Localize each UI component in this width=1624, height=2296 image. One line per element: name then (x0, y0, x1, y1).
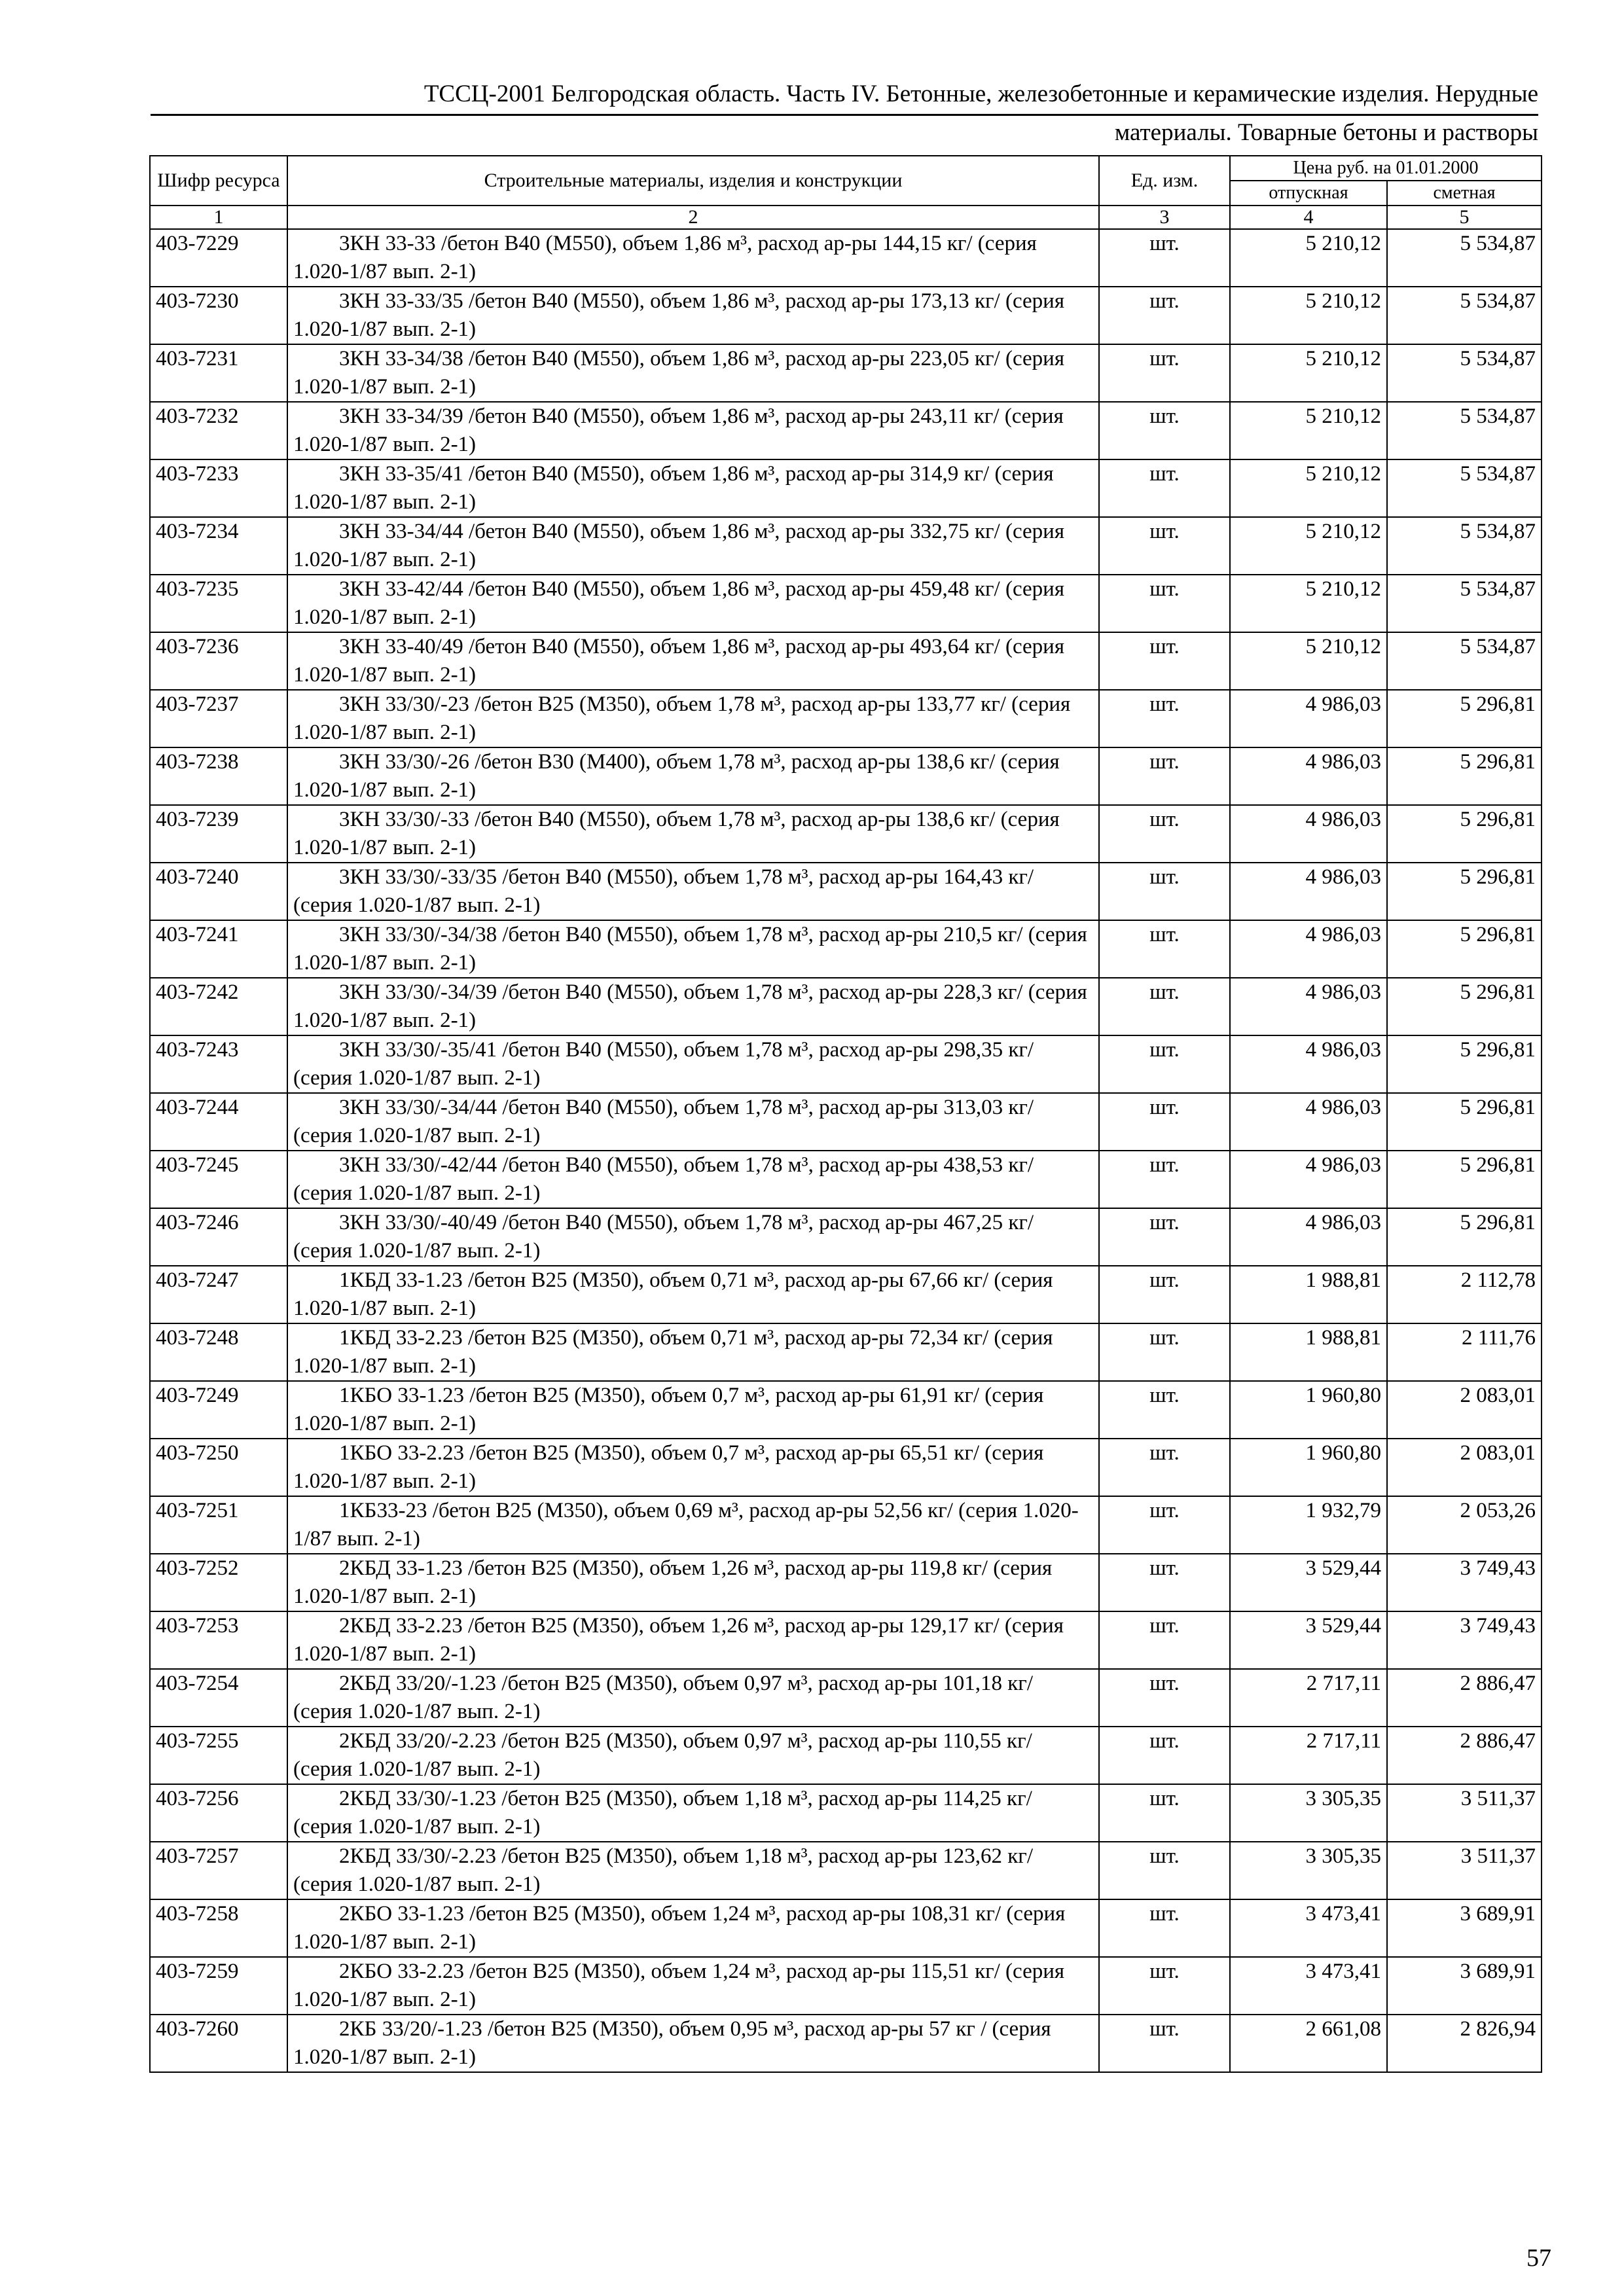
resource-code-cell: 403-7246 (150, 1208, 287, 1266)
unit-cell: шт. (1099, 747, 1230, 805)
estimate-price-cell: 5 534,87 (1387, 287, 1542, 344)
release-price-cell: 4 986,03 (1230, 1093, 1387, 1151)
table-row (150, 1323, 1542, 1381)
release-price-cell: 5 210,12 (1230, 575, 1387, 632)
unit-cell: шт. (1099, 1093, 1230, 1151)
unit-cell: шт. (1099, 805, 1230, 863)
resource-code-cell: 403-7258 (150, 1899, 287, 1957)
table-row (150, 747, 1542, 805)
table-row (150, 1611, 1542, 1669)
estimate-price-cell: 5 296,81 (1387, 1093, 1542, 1151)
unit-cell: шт. (1099, 632, 1230, 690)
estimate-price-cell: 2 886,47 (1387, 1669, 1542, 1727)
release-price-cell: 3 305,35 (1230, 1784, 1387, 1842)
estimate-price-cell: 5 534,87 (1387, 632, 1542, 690)
estimate-price-cell: 5 296,81 (1387, 978, 1542, 1035)
description-cell: 3КН 33-34/44 /бетон В40 (М550), объем 1,86 м³, расход ар-ры 332,75 кг/ (серия 1.020-1/87 вып. 2-1) (287, 517, 1099, 575)
resource-code-cell: 403-7247 (150, 1266, 287, 1323)
release-price-cell: 5 210,12 (1230, 402, 1387, 459)
table-row (150, 1266, 1542, 1323)
estimate-price-cell: 5 534,87 (1387, 344, 1542, 402)
table-row (150, 1381, 1542, 1439)
unit-cell: шт. (1099, 1323, 1230, 1381)
resource-code-cell: 403-7253 (150, 1611, 287, 1669)
estimate-price-cell: 2 112,78 (1387, 1266, 1542, 1323)
estimate-price-cell: 5 296,81 (1387, 1151, 1542, 1208)
description-cell: 3КН 33-34/38 /бетон В40 (М550), объем 1,86 м³, расход ар-ры 223,05 кг/ (серия 1.020-1/87 вып. 2-1) (287, 344, 1099, 402)
description-cell: 3КН 33-40/49 /бетон В40 (М550), объем 1,86 м³, расход ар-ры 493,64 кг/ (серия 1.020-1/87 вып. 2-1) (287, 632, 1099, 690)
unit-cell: шт. (1099, 1496, 1230, 1554)
table-row (150, 1957, 1542, 2015)
table-row (150, 1842, 1542, 1899)
estimate-price-cell: 2 826,94 (1387, 2015, 1542, 2072)
table-row (150, 1496, 1542, 1554)
table-row (150, 1439, 1542, 1496)
page-header (151, 77, 1538, 150)
table-row (150, 517, 1542, 575)
description-cell: 3КН 33/30/-33/35 /бетон В40 (М550), объем 1,78 м³, расход ар-ры 164,43 кг/ (серия 1.020-1/87 вып. 2-1) (287, 863, 1099, 920)
column-header-price: Цена руб. на 01.01.2000 (1230, 156, 1542, 181)
resource-code-cell: 403-7251 (150, 1496, 287, 1554)
unit-cell: шт. (1099, 575, 1230, 632)
release-price-cell: 5 210,12 (1230, 459, 1387, 517)
release-price-cell: 4 986,03 (1230, 863, 1387, 920)
resource-code-cell: 403-7238 (150, 747, 287, 805)
release-price-cell: 1 960,80 (1230, 1381, 1387, 1439)
description-cell: 3КН 33-33/35 /бетон В40 (М550), объем 1,86 м³, расход ар-ры 173,13 кг/ (серия 1.020-1/87 вып. 2-1) (287, 287, 1099, 344)
estimate-price-cell: 5 534,87 (1387, 459, 1542, 517)
table-row (150, 229, 1542, 287)
release-price-cell: 4 986,03 (1230, 1208, 1387, 1266)
table-row (150, 1035, 1542, 1093)
table-row (150, 978, 1542, 1035)
resource-code-cell: 403-7249 (150, 1381, 287, 1439)
estimate-price-cell: 5 534,87 (1387, 402, 1542, 459)
unit-cell: шт. (1099, 2015, 1230, 2072)
table-row (150, 1554, 1542, 1611)
unit-cell: шт. (1099, 920, 1230, 978)
unit-cell: шт. (1099, 1957, 1230, 2015)
unit-cell: шт. (1099, 344, 1230, 402)
table-row (150, 1669, 1542, 1727)
table-row (150, 920, 1542, 978)
description-cell: 3КН 33/30/-26 /бетон В30 (М400), объем 1,78 м³, расход ар-ры 138,6 кг/ (серия 1.020-1/87 вып. 2-1) (287, 747, 1099, 805)
unit-cell: шт. (1099, 1784, 1230, 1842)
release-price-cell: 3 305,35 (1230, 1842, 1387, 1899)
release-price-cell: 3 529,44 (1230, 1554, 1387, 1611)
table-row (150, 344, 1542, 402)
estimate-price-cell: 5 296,81 (1387, 920, 1542, 978)
table-body (150, 229, 1542, 2072)
table-row (150, 575, 1542, 632)
table-row (150, 1784, 1542, 1842)
description-cell: 3КН 33/30/-42/44 /бетон В40 (М550), объем 1,78 м³, расход ар-ры 438,53 кг/ (серия 1.020-1/87 вып. 2-1) (287, 1151, 1099, 1208)
estimate-price-cell: 5 534,87 (1387, 517, 1542, 575)
resource-code-cell: 403-7230 (150, 287, 287, 344)
description-cell: 2КБД 33-2.23 /бетон В25 (М350), объем 1,26 м³, расход ар-ры 129,17 кг/ (серия 1.020-1/87 вып. 2-1) (287, 1611, 1099, 1669)
table-row (150, 805, 1542, 863)
column-number: 4 (1230, 206, 1387, 229)
unit-cell: шт. (1099, 1842, 1230, 1899)
estimate-price-cell: 3 511,37 (1387, 1784, 1542, 1842)
resource-code-cell: 403-7260 (150, 2015, 287, 2072)
description-cell: 2КБО 33-1.23 /бетон В25 (М350), объем 1,24 м³, расход ар-ры 108,31 кг/ (серия 1.020-1/87 вып. 2-1) (287, 1899, 1099, 1957)
estimate-price-cell: 2 083,01 (1387, 1381, 1542, 1439)
resource-code-cell: 403-7235 (150, 575, 287, 632)
release-price-cell: 5 210,12 (1230, 517, 1387, 575)
resource-code-cell: 403-7256 (150, 1784, 287, 1842)
unit-cell: шт. (1099, 1381, 1230, 1439)
table-row (150, 1151, 1542, 1208)
unit-cell: шт. (1099, 517, 1230, 575)
unit-cell: шт. (1099, 1669, 1230, 1727)
release-price-cell: 2 661,08 (1230, 2015, 1387, 2072)
resource-code-cell: 403-7252 (150, 1554, 287, 1611)
unit-cell: шт. (1099, 1611, 1230, 1669)
estimate-price-cell: 3 689,91 (1387, 1899, 1542, 1957)
unit-cell: шт. (1099, 1554, 1230, 1611)
estimate-price-cell: 3 749,43 (1387, 1554, 1542, 1611)
resource-code-cell: 403-7240 (150, 863, 287, 920)
column-header-release-price: отпускная (1230, 181, 1387, 206)
column-number: 3 (1099, 206, 1230, 229)
description-cell: 3КН 33-35/41 /бетон В40 (М550), объем 1,86 м³, расход ар-ры 314,9 кг/ (серия 1.020-1/87 вып. 2-1) (287, 459, 1099, 517)
release-price-cell: 1 932,79 (1230, 1496, 1387, 1554)
description-cell: 3КН 33/30/-34/39 /бетон В40 (М550), объем 1,78 м³, расход ар-ры 228,3 кг/ (серия 1.020-1/87 вып. 2-1) (287, 978, 1099, 1035)
description-cell: 1КБО 33-2.23 /бетон В25 (М350), объем 0,7 м³, расход ар-ры 65,51 кг/ (серия 1.020-1/87 вып. 2-1) (287, 1439, 1099, 1496)
unit-cell: шт. (1099, 1151, 1230, 1208)
release-price-cell: 3 473,41 (1230, 1957, 1387, 2015)
unit-cell: шт. (1099, 1208, 1230, 1266)
column-number: 2 (287, 206, 1099, 229)
release-price-cell: 5 210,12 (1230, 344, 1387, 402)
unit-cell: шт. (1099, 1727, 1230, 1784)
release-price-cell: 2 717,11 (1230, 1727, 1387, 1784)
estimate-price-cell: 5 296,81 (1387, 1208, 1542, 1266)
description-cell: 2КБД 33-1.23 /бетон В25 (М350), объем 1,26 м³, расход ар-ры 119,8 кг/ (серия 1.020-1/87 вып. 2-1) (287, 1554, 1099, 1611)
release-price-cell: 4 986,03 (1230, 978, 1387, 1035)
estimate-price-cell: 5 296,81 (1387, 747, 1542, 805)
column-header-description: Строительные материалы, изделия и конструкции (287, 156, 1099, 206)
description-cell: 2КБО 33-2.23 /бетон В25 (М350), объем 1,24 м³, расход ар-ры 115,51 кг/ (серия 1.020-1/87 вып. 2-1) (287, 1957, 1099, 2015)
table-row (150, 1208, 1542, 1266)
resource-code-cell: 403-7243 (150, 1035, 287, 1093)
table-row (150, 402, 1542, 459)
release-price-cell: 4 986,03 (1230, 1035, 1387, 1093)
table-row (150, 287, 1542, 344)
resource-code-cell: 403-7231 (150, 344, 287, 402)
resource-code-cell: 403-7242 (150, 978, 287, 1035)
resource-code-cell: 403-7250 (150, 1439, 287, 1496)
column-header-unit: Ед. изм. (1099, 156, 1230, 206)
release-price-cell: 1 988,81 (1230, 1266, 1387, 1323)
table-row (150, 863, 1542, 920)
table-row (150, 1727, 1542, 1784)
estimate-price-cell: 5 296,81 (1387, 690, 1542, 747)
estimate-price-cell: 5 534,87 (1387, 229, 1542, 287)
resource-code-cell: 403-7236 (150, 632, 287, 690)
unit-cell: шт. (1099, 402, 1230, 459)
unit-cell: шт. (1099, 1035, 1230, 1093)
resource-code-cell: 403-7245 (150, 1151, 287, 1208)
resource-code-cell: 403-7237 (150, 690, 287, 747)
release-price-cell: 5 210,12 (1230, 287, 1387, 344)
unit-cell: шт. (1099, 287, 1230, 344)
description-cell: 3КН 33/30/-35/41 /бетон В40 (М550), объем 1,78 м³, расход ар-ры 298,35 кг/ (серия 1.020-1/87 вып. 2-1) (287, 1035, 1099, 1093)
description-cell: 3КН 33-34/39 /бетон В40 (М550), объем 1,86 м³, расход ар-ры 243,11 кг/ (серия 1.020-1/87 вып. 2-1) (287, 402, 1099, 459)
price-table (149, 155, 1542, 2073)
column-number-row (150, 206, 1542, 229)
column-header-code: Шифр ресурса (150, 156, 287, 206)
resource-code-cell: 403-7239 (150, 805, 287, 863)
estimate-price-cell: 3 689,91 (1387, 1957, 1542, 2015)
estimate-price-cell: 5 296,81 (1387, 1035, 1542, 1093)
description-cell: 1КБД 33-1.23 /бетон В25 (М350), объем 0,71 м³, расход ар-ры 67,66 кг/ (серия 1.020-1/87 вып. 2-1) (287, 1266, 1099, 1323)
release-price-cell: 3 473,41 (1230, 1899, 1387, 1957)
table-row (150, 632, 1542, 690)
unit-cell: шт. (1099, 1899, 1230, 1957)
resource-code-cell: 403-7255 (150, 1727, 287, 1784)
resource-code-cell: 403-7259 (150, 1957, 287, 2015)
resource-code-cell: 403-7229 (150, 229, 287, 287)
description-cell: 1КБД 33-2.23 /бетон В25 (М350), объем 0,71 м³, расход ар-ры 72,34 кг/ (серия 1.020-1/87 вып. 2-1) (287, 1323, 1099, 1381)
table-row (150, 1093, 1542, 1151)
resource-code-cell: 403-7233 (150, 459, 287, 517)
estimate-price-cell: 3 511,37 (1387, 1842, 1542, 1899)
resource-code-cell: 403-7241 (150, 920, 287, 978)
table-row (150, 1899, 1542, 1957)
release-price-cell: 4 986,03 (1230, 920, 1387, 978)
unit-cell: шт. (1099, 863, 1230, 920)
resource-code-cell: 403-7257 (150, 1842, 287, 1899)
unit-cell: шт. (1099, 1266, 1230, 1323)
estimate-price-cell: 2 053,26 (1387, 1496, 1542, 1554)
release-price-cell: 2 717,11 (1230, 1669, 1387, 1727)
column-header-estimate-price: сметная (1387, 181, 1542, 206)
description-cell: 3КН 33/30/-33 /бетон В40 (М550), объем 1,78 м³, расход ар-ры 138,6 кг/ (серия 1.020-1/87 вып. 2-1) (287, 805, 1099, 863)
unit-cell: шт. (1099, 690, 1230, 747)
table-row (150, 459, 1542, 517)
unit-cell: шт. (1099, 1439, 1230, 1496)
description-cell: 3КН 33/30/-34/38 /бетон В40 (М550), объем 1,78 м³, расход ар-ры 210,5 кг/ (серия 1.020-1/87 вып. 2-1) (287, 920, 1099, 978)
unit-cell: шт. (1099, 229, 1230, 287)
description-cell: 1КБО 33-1.23 /бетон В25 (М350), объем 0,7 м³, расход ар-ры 61,91 кг/ (серия 1.020-1/87 вып. 2-1) (287, 1381, 1099, 1439)
resource-code-cell: 403-7234 (150, 517, 287, 575)
page-number: 57 (1526, 2244, 1551, 2272)
column-number: 1 (150, 206, 287, 229)
estimate-price-cell: 2 111,76 (1387, 1323, 1542, 1381)
description-cell: 3КН 33/30/-23 /бетон В25 (М350), объем 1,78 м³, расход ар-ры 133,77 кг/ (серия 1.020-1/87 вып. 2-1) (287, 690, 1099, 747)
release-price-cell: 4 986,03 (1230, 805, 1387, 863)
release-price-cell: 5 210,12 (1230, 229, 1387, 287)
release-price-cell: 1 960,80 (1230, 1439, 1387, 1496)
resource-code-cell: 403-7254 (150, 1669, 287, 1727)
resource-code-cell: 403-7244 (150, 1093, 287, 1151)
header-title-line1: ТССЦ-2001 Белгородская область. Часть IV. Бетонные, железобетонные и керамические изделия. Нерудные (151, 77, 1538, 116)
header-title-line2: материалы. Товарные бетоны и растворы (1114, 119, 1538, 146)
description-cell: 2КБД 33/30/-2.23 /бетон В25 (М350), объем 1,18 м³, расход ар-ры 123,62 кг/ (серия 1.020-1/87 вып. 2-1) (287, 1842, 1099, 1899)
estimate-price-cell: 5 296,81 (1387, 863, 1542, 920)
description-cell: 3КН 33-42/44 /бетон В40 (М550), объем 1,86 м³, расход ар-ры 459,48 кг/ (серия 1.020-1/87 вып. 2-1) (287, 575, 1099, 632)
description-cell: 3КН 33/30/-34/44 /бетон В40 (М550), объем 1,78 м³, расход ар-ры 313,03 кг/ (серия 1.020-1/87 вып. 2-1) (287, 1093, 1099, 1151)
release-price-cell: 3 529,44 (1230, 1611, 1387, 1669)
estimate-price-cell: 2 083,01 (1387, 1439, 1542, 1496)
unit-cell: шт. (1099, 978, 1230, 1035)
release-price-cell: 4 986,03 (1230, 1151, 1387, 1208)
description-cell: 2КБ 33/20/-1.23 /бетон В25 (М350), объем 0,95 м³, расход ар-ры 57 кг / (серия 1.020-1/87 вып. 2-1) (287, 2015, 1099, 2072)
release-price-cell: 4 986,03 (1230, 690, 1387, 747)
table-row (150, 690, 1542, 747)
estimate-price-cell: 5 296,81 (1387, 805, 1542, 863)
description-cell: 3КН 33/30/-40/49 /бетон В40 (М550), объем 1,78 м³, расход ар-ры 467,25 кг/ (серия 1.020-1/87 вып. 2-1) (287, 1208, 1099, 1266)
estimate-price-cell: 5 534,87 (1387, 575, 1542, 632)
resource-code-cell: 403-7248 (150, 1323, 287, 1381)
release-price-cell: 4 986,03 (1230, 747, 1387, 805)
description-cell: 2КБД 33/20/-1.23 /бетон В25 (М350), объем 0,97 м³, расход ар-ры 101,18 кг/ (серия 1.020-1/87 вып. 2-1) (287, 1669, 1099, 1727)
description-cell: 2КБД 33/20/-2.23 /бетон В25 (М350), объем 0,97 м³, расход ар-ры 110,55 кг/ (серия 1.020-1/87 вып. 2-1) (287, 1727, 1099, 1784)
column-number: 5 (1387, 206, 1542, 229)
description-cell: 2КБД 33/30/-1.23 /бетон В25 (М350), объем 1,18 м³, расход ар-ры 114,25 кг/ (серия 1.020-1/87 вып. 2-1) (287, 1784, 1099, 1842)
unit-cell: шт. (1099, 459, 1230, 517)
description-cell: 1КБ33-23 /бетон В25 (М350), объем 0,69 м³, расход ар-ры 52,56 кг/ (серия 1.020-1/87 вып. 2-1) (287, 1496, 1099, 1554)
estimate-price-cell: 2 886,47 (1387, 1727, 1542, 1784)
resource-code-cell: 403-7232 (150, 402, 287, 459)
release-price-cell: 5 210,12 (1230, 632, 1387, 690)
estimate-price-cell: 3 749,43 (1387, 1611, 1542, 1669)
release-price-cell: 1 988,81 (1230, 1323, 1387, 1381)
description-cell: 3КН 33-33 /бетон В40 (М550), объем 1,86 м³, расход ар-ры 144,15 кг/ (серия 1.020-1/87 вып. 2-1) (287, 229, 1099, 287)
table-row (150, 2015, 1542, 2072)
